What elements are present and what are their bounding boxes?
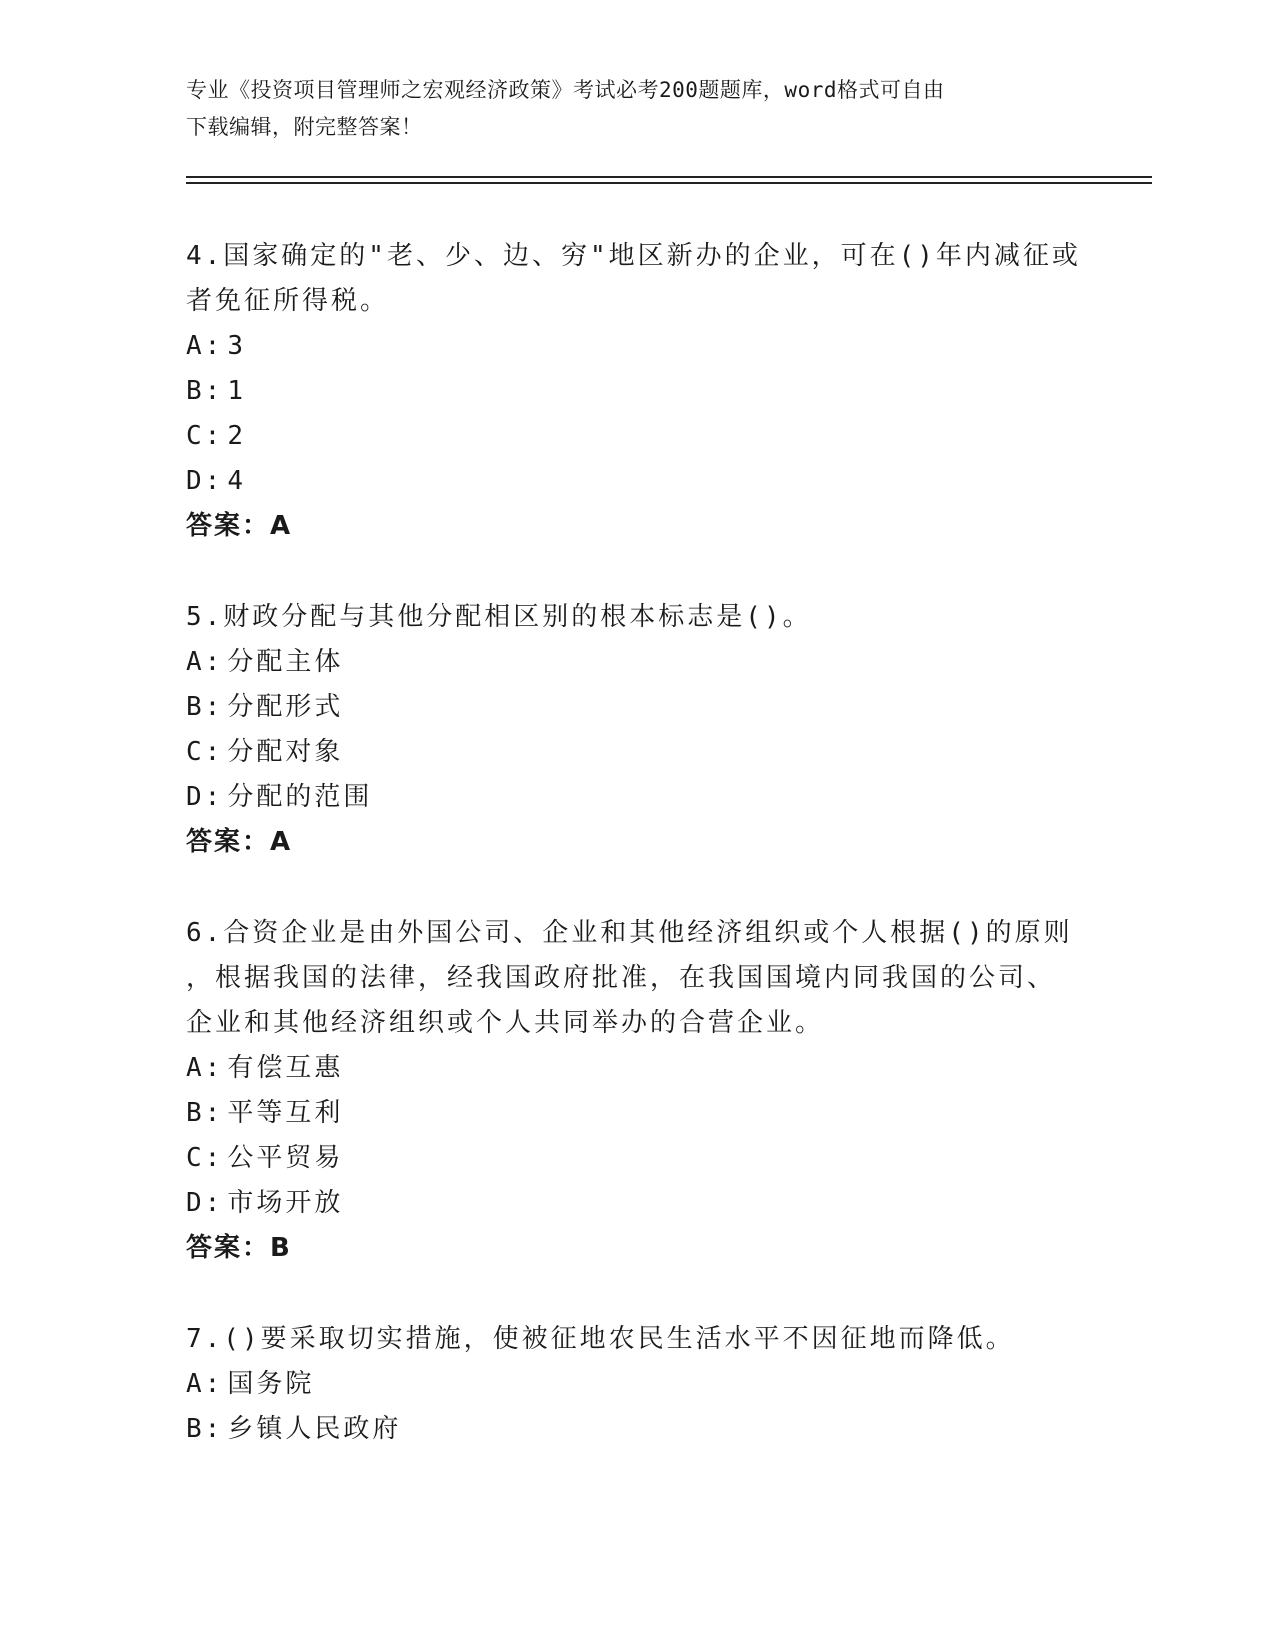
option-d [186, 459, 1086, 504]
option-a [186, 1046, 1086, 1091]
question-line: 7.()要采取切实措施，使被征地农民生活水平不因征地而降低。 [186, 1324, 1015, 1354]
option-text: 平等互利 [227, 1098, 344, 1128]
option-c [186, 414, 1086, 459]
header-line-2: 下载编辑，附完整答案！ [186, 115, 423, 139]
option-text: 乡镇人民政府 [227, 1414, 402, 1444]
option-key: A: [186, 1053, 224, 1083]
question-line: 6.合资企业是由外国公司、企业和其他经济组织或个人根据()的原则 [186, 918, 1073, 948]
option-b [186, 369, 1086, 414]
option-key: A: [186, 647, 224, 677]
option-text: 3 [227, 331, 246, 361]
document-header [186, 72, 1086, 146]
question-5 [186, 595, 1086, 865]
option-b [186, 685, 1086, 730]
option-text: 市场开放 [227, 1188, 344, 1218]
question-line: 4.国家确定的"老、少、边、穷"地区新办的企业，可在()年内减征或 [186, 241, 1081, 271]
answer: 答案：A [186, 511, 293, 541]
option-text: 4 [227, 466, 246, 496]
option-b [186, 1407, 1086, 1452]
option-text: 分配对象 [227, 737, 344, 767]
option-key: D: [186, 782, 224, 812]
option-key: D: [186, 466, 224, 496]
question-text [186, 911, 1086, 1046]
answer: 答案：B [186, 1233, 292, 1263]
question-line: 5.财政分配与其他分配相区别的根本标志是()。 [186, 602, 812, 632]
option-key: B: [186, 1098, 224, 1128]
option-d [186, 1181, 1086, 1226]
question-4 [186, 234, 1086, 549]
option-text: 国务院 [227, 1369, 315, 1399]
option-text: 2 [227, 421, 246, 451]
option-key: A: [186, 331, 224, 361]
option-a [186, 324, 1086, 369]
option-c [186, 1136, 1086, 1181]
option-key: B: [186, 376, 224, 406]
option-key: D: [186, 1188, 224, 1218]
option-c [186, 730, 1086, 775]
question-7 [186, 1317, 1086, 1452]
option-text: 分配形式 [227, 692, 344, 722]
answer: 答案：A [186, 827, 293, 857]
option-a [186, 1362, 1086, 1407]
option-key: B: [186, 692, 224, 722]
question-text [186, 234, 1086, 324]
option-key: C: [186, 1143, 224, 1173]
option-key: C: [186, 737, 224, 767]
question-list [186, 234, 1086, 1498]
header-rule-top [186, 176, 1152, 178]
option-text: 分配主体 [227, 647, 344, 677]
question-line: 者免征所得税。 [186, 286, 390, 316]
header-rule-bottom [186, 182, 1152, 184]
question-text [186, 595, 1086, 640]
option-text: 分配的范围 [227, 782, 373, 812]
option-text: 1 [227, 376, 246, 406]
option-text: 公平贸易 [227, 1143, 344, 1173]
option-key: A: [186, 1369, 224, 1399]
header-line-1: 专业《投资项目管理师之宏观经济政策》考试必考200题题库，word格式可自由 [186, 78, 945, 102]
option-b [186, 1091, 1086, 1136]
question-text [186, 1317, 1086, 1362]
option-d [186, 775, 1086, 820]
question-6 [186, 911, 1086, 1271]
option-key: C: [186, 421, 224, 451]
option-a [186, 640, 1086, 685]
question-line: 企业和其他经济组织或个人共同举办的合营企业。 [186, 1008, 825, 1038]
question-line: ，根据我国的法律，经我国政府批准，在我国国境内同我国的公司、 [186, 963, 1057, 993]
option-text: 有偿互惠 [227, 1053, 344, 1083]
option-key: B: [186, 1414, 224, 1444]
